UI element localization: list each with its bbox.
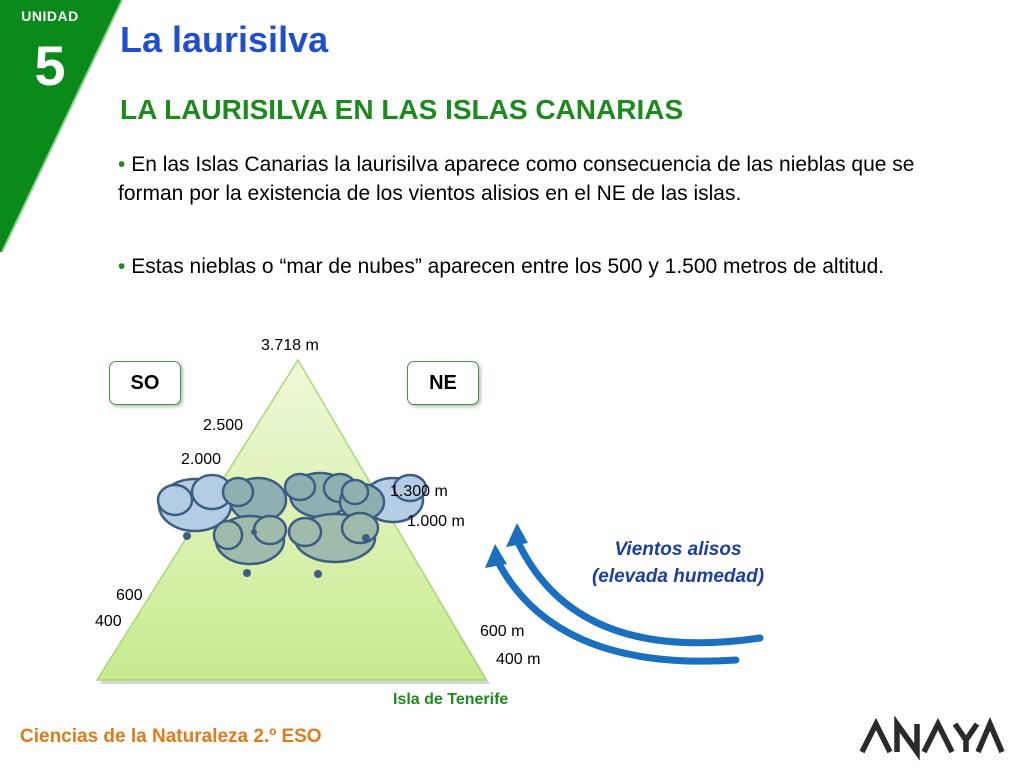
peak-altitude-label: 3.718 m (261, 337, 319, 354)
bullet-text: Estas nieblas o “mar de nubes” aparecen entre los 500 y 1.500 metros de altitud. (131, 255, 885, 278)
altitude-label: 1.000 m (407, 513, 465, 530)
anaya-logo (862, 724, 1002, 752)
bullet-dot: • (118, 255, 132, 278)
wind-arrow-head (506, 523, 528, 547)
wind-arrow-head (485, 544, 507, 568)
island-label: Isla de Tenerife (393, 691, 509, 708)
altitude-label: 600 m (480, 623, 525, 640)
altitude-label: 600 (116, 587, 143, 604)
bullet-text: En las Islas Canarias la laurisilva aparece como consecuencia de las nieblas que se forman por la existencia de los vientos alisios en el NE de las islas. (118, 153, 915, 205)
section-subtitle: LA LAURISILVA EN LAS ISLAS CANARIAS (120, 94, 684, 125)
page-title: La laurisilva (120, 19, 329, 60)
winds-title: Vientos alisos (614, 539, 742, 560)
unit-number: 5 (34, 34, 66, 97)
winds-label (558, 536, 798, 590)
altitude-label: 400 m (496, 651, 541, 668)
altitude-label: 400 (95, 613, 122, 630)
footer-text: Ciencias de la Naturaleza 2.º ESO (20, 726, 322, 747)
so-box: SO (109, 361, 181, 405)
unit-label: UNIDAD (21, 8, 79, 24)
winds-subtitle: (elevada humedad) (591, 566, 765, 587)
cloud (214, 516, 286, 564)
bullet-dot: • (118, 153, 132, 176)
ne-box: NE (407, 361, 479, 405)
altitude-label: 2.500 (203, 417, 244, 434)
altitude-label: 2.000 (181, 451, 222, 468)
altitude-label: 1.300 m (390, 483, 448, 500)
